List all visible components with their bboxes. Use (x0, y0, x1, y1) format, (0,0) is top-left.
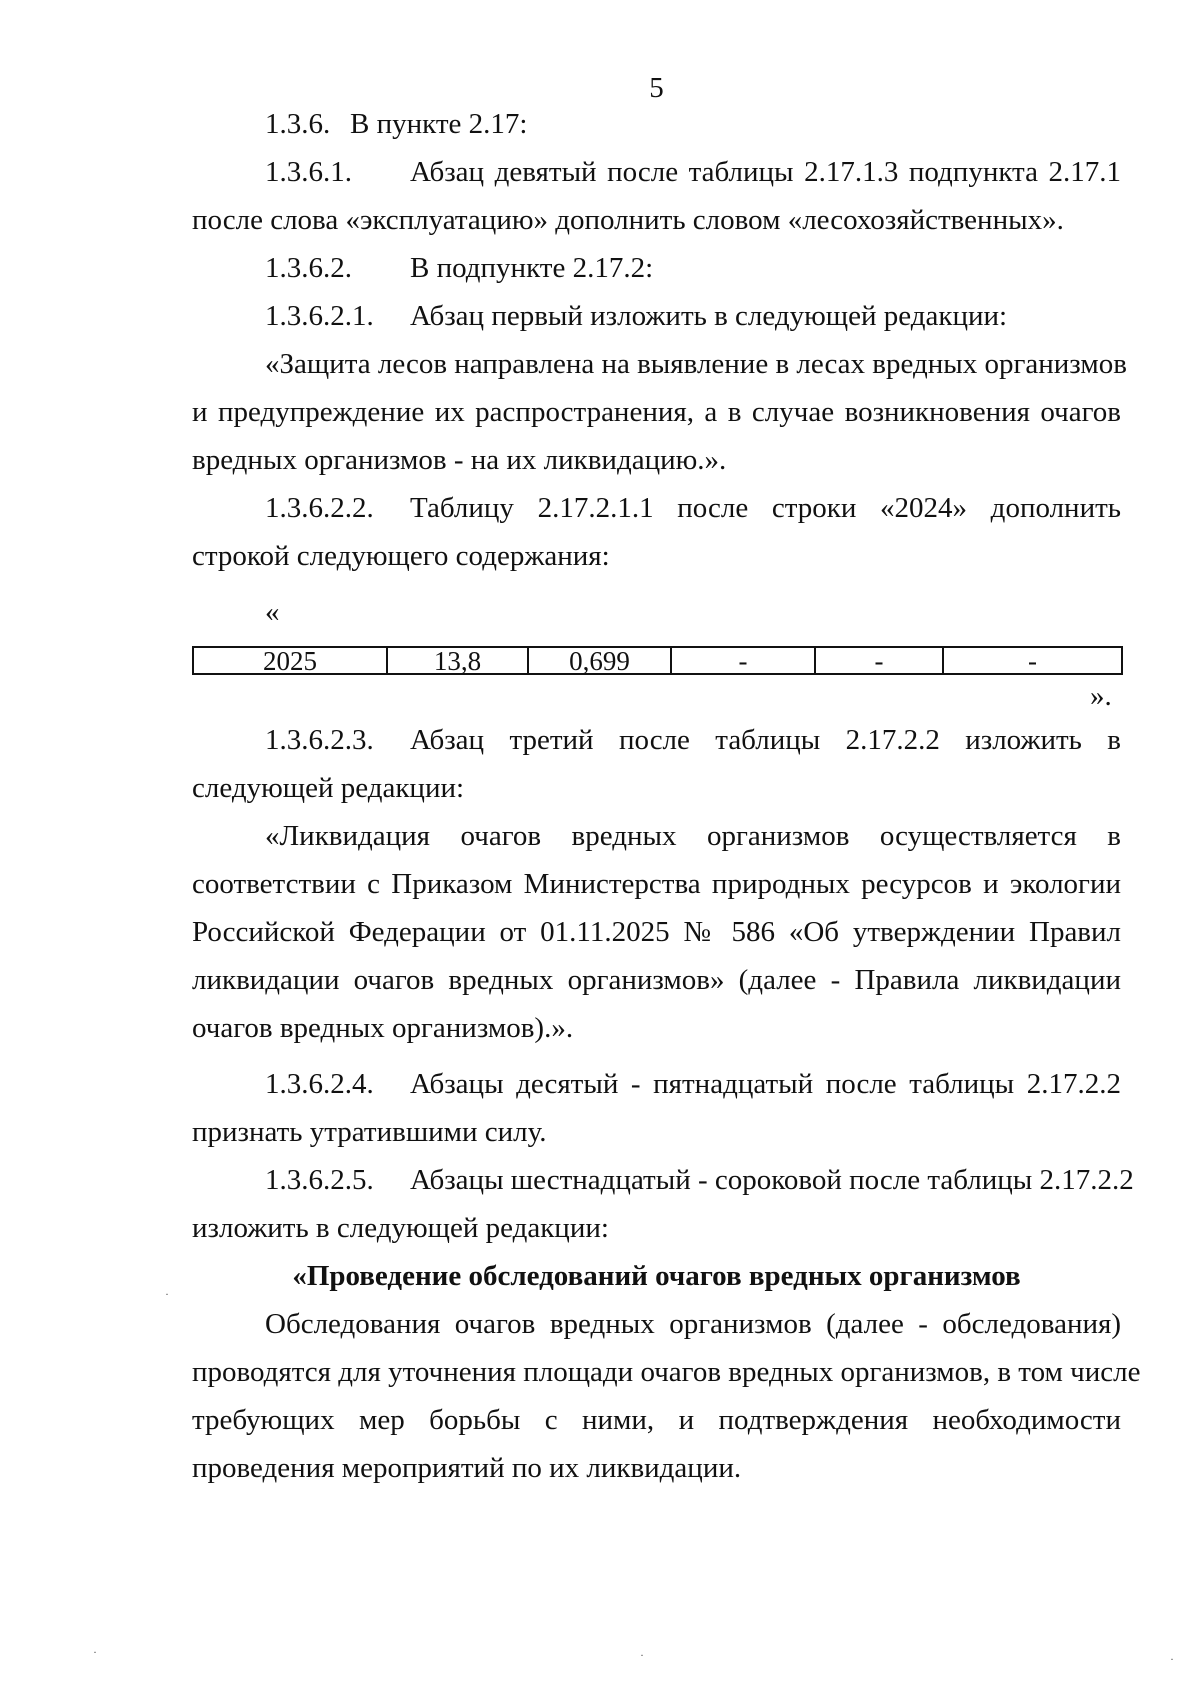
page-number: 5 (649, 72, 664, 104)
quote-line: Российской Федерации от 01.11.2025 № 586 «Об утверждении Правил (192, 916, 1121, 948)
item-1-3-6-2-4-cont: признать утратившими силу. (192, 1116, 547, 1148)
quote-line: очагов вредных организмов).». (192, 1012, 574, 1044)
item-number: 1.3.6.2.1. (265, 300, 374, 332)
table-cell: 0,699 (528, 647, 671, 674)
table-cell: - (815, 647, 943, 674)
item-number: 1.3.6.2.5. (265, 1164, 374, 1196)
item-number: 1.3.6.2.4. (265, 1068, 374, 1100)
item-number: 1.3.6.2.3. (265, 724, 374, 756)
item-1-3-6-2 (265, 250, 1121, 286)
item-number: 1.3.6. (265, 108, 331, 140)
table-cell: 13,8 (387, 647, 528, 674)
item-text: Абзацы шестнадцатый - сороковой после таблицы 2.17.2.2 (410, 1164, 1134, 1196)
item-text: Абзац девятый после таблицы 2.17.1.3 подпункта 2.17.1 (410, 156, 1121, 188)
item-1-3-6 (265, 106, 1121, 142)
scan-speck: · (165, 1287, 169, 1301)
item-1-3-6-1 (265, 154, 1121, 190)
section-heading: «Проведение обследований очагов вредных организмов (292, 1260, 1021, 1292)
item-1-3-6-2-2 (265, 490, 1121, 526)
paragraph-line: проведения мероприятий по их ликвидации. (192, 1452, 742, 1484)
item-text: Абзац третий после таблицы 2.17.2.2 изложить в (410, 724, 1121, 756)
item-1-3-6-2-4 (265, 1066, 1121, 1102)
quote-line: «Ликвидация очагов вредных организмов осуществляется в (265, 820, 1121, 852)
quote-line: соответствии с Приказом Министерства природных ресурсов и экологии (192, 868, 1121, 900)
item-1-3-6-1-cont: после слова «эксплуатацию» дополнить словом «лесохозяйственных». (192, 204, 1064, 236)
item-number: 1.3.6.1. (265, 156, 352, 188)
paragraph-line: проводятся для уточнения площади очагов вредных организмов, в том числе (192, 1356, 1141, 1388)
quote-line: ликвидации очагов вредных организмов» (далее - Правила ликвидации (192, 964, 1121, 996)
quote-line: вредных организмов - на их ликвидацию.». (192, 444, 727, 476)
item-text: В пункте 2.17: (350, 108, 528, 140)
closing-quote: ». (1090, 680, 1112, 712)
item-1-3-6-2-5 (265, 1162, 1134, 1198)
item-number: 1.3.6.2. (265, 252, 352, 284)
table-cell: - (943, 647, 1122, 674)
item-1-3-6-2-2-cont: строкой следующего содержания: (192, 540, 610, 572)
item-1-3-6-2-3 (265, 722, 1121, 758)
item-text: Таблицу 2.17.2.1.1 после строки «2024» дополнить (410, 492, 1121, 524)
table-cell: - (671, 647, 815, 674)
item-text: В подпункте 2.17.2: (410, 252, 654, 284)
scan-speck: · (93, 1645, 97, 1659)
inserted-table-row (192, 646, 1123, 675)
opening-quote: « (265, 596, 280, 628)
item-text: Абзацы десятый - пятнадцатый после таблицы 2.17.2.2 (410, 1068, 1121, 1100)
quote-line: и предупреждение их распространения, а в случае возникновения очагов (192, 396, 1121, 428)
paragraph-line: требующих мер борьбы с ними, и подтверждения необходимости (192, 1404, 1121, 1436)
item-text: Абзац первый изложить в следующей редакции: (410, 300, 1008, 332)
table-cell-year: 2025 (193, 647, 387, 674)
item-1-3-6-2-1 (265, 298, 1121, 334)
item-1-3-6-2-3-cont: следующей редакции: (192, 772, 465, 804)
scan-speck: · (1170, 1652, 1174, 1666)
item-number: 1.3.6.2.2. (265, 492, 374, 524)
item-1-3-6-2-5-cont: изложить в следующей редакции: (192, 1212, 609, 1244)
paragraph-line: Обследования очагов вредных организмов (далее - обследования) (265, 1308, 1121, 1340)
scan-speck: · (640, 1648, 644, 1662)
table-row (193, 647, 1122, 674)
quote-line: «Защита лесов направлена на выявление в лесах вредных организмов (265, 348, 1127, 380)
